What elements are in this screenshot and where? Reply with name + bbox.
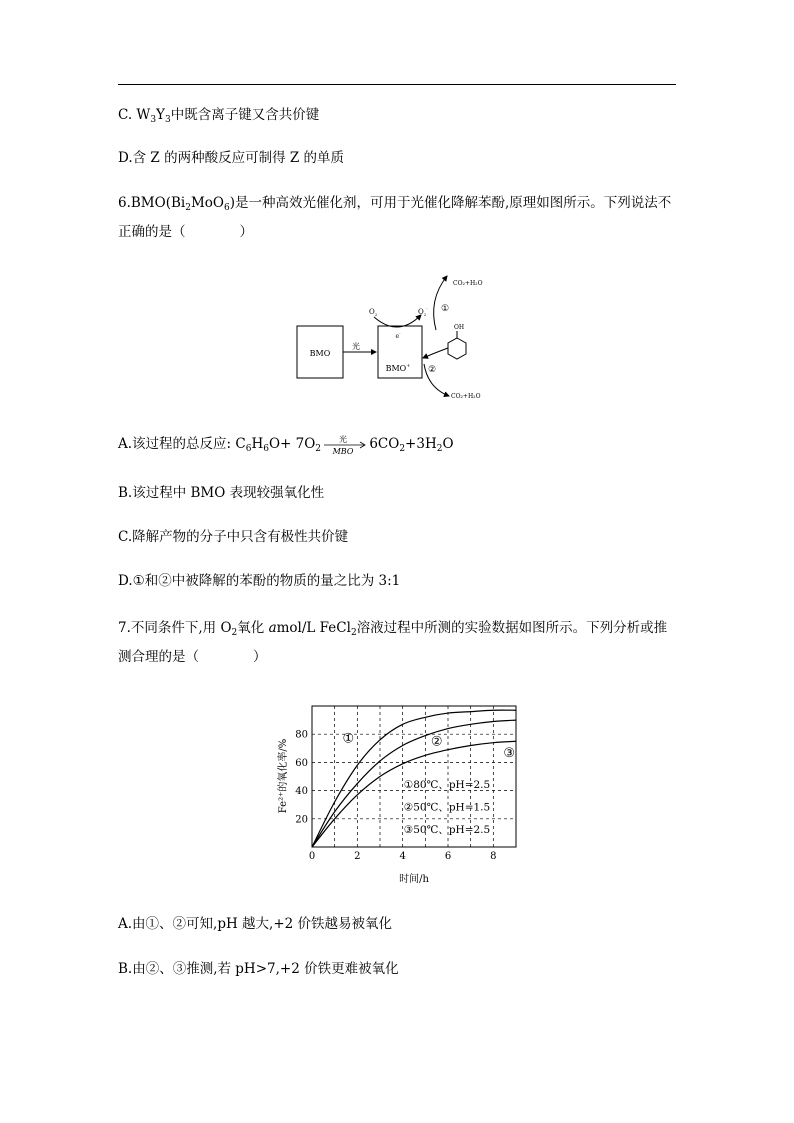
co2-bottom-label: CO₂+H₂O	[451, 393, 481, 400]
superoxide-label: $O_2^-$	[418, 306, 428, 317]
series-marker-3: ③	[503, 745, 516, 761]
bmo-plus-label: BMO+	[385, 363, 411, 373]
svg-text:光: 光	[339, 434, 348, 444]
series-marker-1: ①	[342, 731, 355, 747]
series-marker-2: ②	[430, 734, 443, 750]
q7-option-a: A.由①、②可知,pH 越大,+2 价铁越易被氧化	[118, 916, 393, 932]
q6-option-d: D.①和②中被降解的苯酚的物质的量之比为 3:1	[118, 573, 401, 589]
phenol-ring	[448, 338, 466, 359]
q7-option-b: B.由②、③推测,若 pH>7,+2 价铁更难被氧化	[118, 961, 399, 977]
header-rule	[118, 84, 676, 85]
x-tick-label: 6	[444, 851, 452, 862]
q6-option-c: C.降解产物的分子中只含有极性共价键	[118, 529, 349, 545]
path2-marker: ②	[428, 365, 437, 375]
bmo-label: BMO	[309, 349, 331, 358]
x-tick-label: 8	[490, 851, 497, 862]
photocatalysis-diagram	[290, 268, 520, 416]
svg-text:MBO: MBO	[332, 446, 354, 456]
y-tick-label: 60	[295, 757, 308, 769]
legend-entry-1: ①80℃、pH=2.5	[403, 778, 491, 791]
q6-option-a: A.该过程的总反应: $C_6H_6O+ 7O_2$ 光 MBO $6CO_2+3H_2O$	[118, 434, 454, 456]
q7-stem-line2: 测合理的是（ ）	[118, 649, 267, 665]
phenol-to-bmo-arrow	[423, 348, 448, 358]
q5-option-c: C. $W_3Y_3$中既含离子键又含共价键	[118, 107, 320, 125]
reaction-arrow	[321, 435, 365, 455]
oxidation-rate-chart	[268, 700, 528, 890]
path1-marker: ①	[441, 304, 450, 314]
legend-entry-2: ②50℃、pH=1.5	[403, 801, 491, 814]
legend-entry-3: ③50℃、pH=2.5	[403, 823, 491, 836]
q6-option-b: B.该过程中 BMO 表现较强氧化性	[118, 485, 325, 501]
q6-stem-line2: 正确的是（ ）	[118, 224, 253, 240]
o2-reduction-arrow	[374, 315, 421, 327]
q5-option-d: D.含 Z 的两种酸反应可制得 Z 的单质	[118, 150, 345, 166]
o2-label: $O_2$	[369, 308, 378, 317]
q7-stem: 7.不同条件下,用 $O_2$氧化 amol/L FeCl$_2$溶液过程中所测的实验数据如图所示。下列分析或推	[118, 620, 668, 638]
x-tick-label: 0	[308, 851, 316, 862]
path1-arrow	[434, 276, 450, 330]
light-label: 光	[352, 342, 360, 351]
x-axis-label: 时间/h	[399, 874, 429, 885]
y-tick-label: 80	[295, 729, 308, 741]
y-axis-label: Fe²⁺的氧化率/%	[278, 738, 289, 814]
y-tick-label: 40	[295, 786, 308, 798]
q6-stem: $6.BMO(Bi_2MoO_6)$是一种高效光催化剂，可用于光催化降解苯酚,原理如图所示。下列说法不	[118, 195, 672, 213]
hydroxyl-label: OH	[454, 324, 465, 331]
y-tick-label: 20	[295, 814, 308, 826]
electron-label: e-	[395, 331, 401, 340]
co2-top-label: CO₂+H₂O	[453, 280, 483, 287]
x-tick-label: 2	[354, 851, 361, 862]
x-tick-label: 4	[399, 851, 406, 862]
